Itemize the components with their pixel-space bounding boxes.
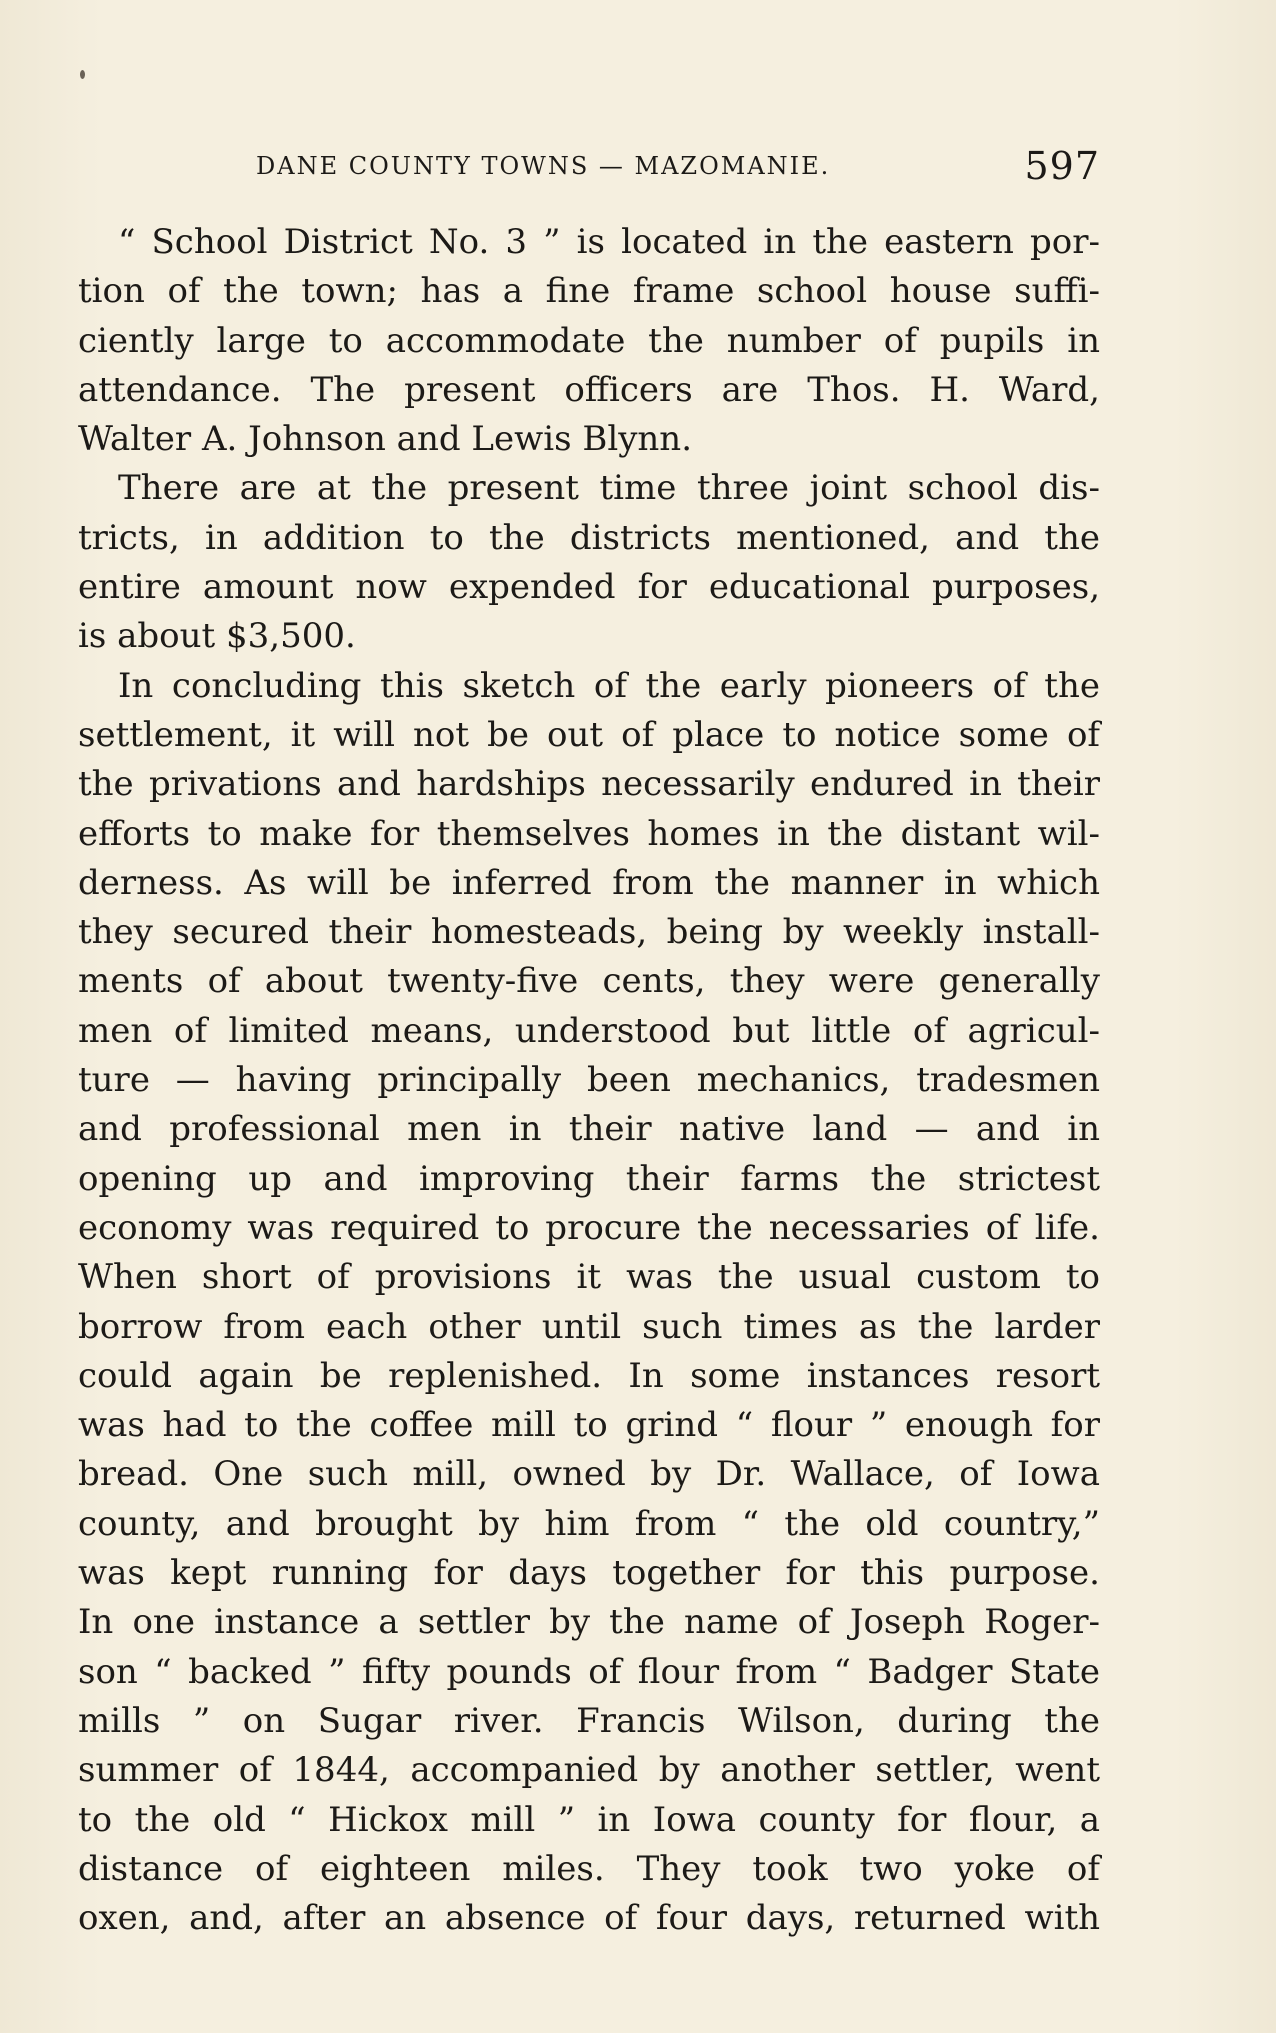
text-line: men of limited means, understood but little of agricul-	[78, 1010, 1100, 1051]
text-line: entire amount now expended for educational purposes,	[78, 567, 1100, 608]
text-line: oxen, and, after an absence of four days, returned with	[78, 1898, 1100, 1939]
text-line: ciently large to accommodate the number of pupils in	[78, 320, 1100, 361]
text-line: borrow from each other until such times as the larder	[78, 1306, 1100, 1347]
text-line: tricts, in addition to the districts mentioned, and the	[78, 517, 1100, 558]
text-line: ments of about twenty-five cents, they were generally	[78, 961, 1100, 1002]
text-line: and professional men in their native land — and in	[78, 1109, 1100, 1150]
text-line: derness. As will be inferred from the manner in which	[78, 862, 1100, 903]
text-line: the privations and hardships necessarily endured in their	[78, 764, 1100, 805]
text-line: ture — having principally been mechanics, tradesmen	[78, 1060, 1100, 1101]
text-line: “ School District No. 3 ” is located in the eastern por-	[118, 222, 1100, 262]
text-line: efforts to make for themselves homes in the distant wil-	[78, 813, 1100, 854]
text-line: distance of eighteen miles. They took two yoke of	[78, 1848, 1100, 1889]
body-text	[78, 218, 1100, 1943]
text-line: tion of the town; has a fine frame school house suffi-	[78, 271, 1100, 312]
text-line: When short of provisions it was the usual custom to	[78, 1257, 1100, 1298]
text-line: In one instance a settler by the name of Joseph Roger-	[78, 1602, 1100, 1643]
text-line: In concluding this sketch of the early pioneers of the	[118, 665, 1100, 706]
running-head: DANE COUNTY TOWNS — MAZOMANIE.	[256, 152, 831, 180]
ink-speck	[80, 70, 85, 79]
text-line: summer of 1844, accompanied by another settler, went	[78, 1750, 1100, 1791]
text-line: son “ backed ” fifty pounds of flour from “ Badger State	[78, 1651, 1100, 1692]
text-line: bread. One such mill, owned by Dr. Wallace, of Iowa	[78, 1454, 1100, 1495]
page-number: 597	[1024, 144, 1100, 188]
text-line: is about $3,500.	[78, 616, 356, 657]
text-line: county, and brought by him from “ the old country,”	[78, 1503, 1100, 1544]
text-line: mills ” on Sugar river. Francis Wilson, during the	[78, 1700, 1100, 1741]
text-line: settlement, it will not be out of place to notice some of	[78, 714, 1100, 755]
text-line: could again be replenished. In some instances resort	[78, 1355, 1100, 1396]
text-line: There are at the present time three joint school dis-	[118, 468, 1100, 509]
text-line: they secured their homesteads, being by weekly install-	[78, 912, 1100, 953]
text-line: opening up and improving their farms the strictest	[78, 1158, 1100, 1199]
text-line: attendance. The present officers are Thos. H. Ward,	[78, 369, 1100, 410]
text-line: was had to the coffee mill to grind “ flour ” enough for	[78, 1405, 1100, 1446]
text-line: was kept running for days together for this purpose.	[78, 1553, 1100, 1594]
text-line: Walter A. Johnson and Lewis Blynn.	[78, 419, 693, 460]
text-line: to the old “ Hickox mill ” in Iowa county for flour, a	[78, 1799, 1100, 1840]
text-line: economy was required to procure the necessaries of life.	[78, 1207, 1100, 1248]
page-header	[78, 144, 1100, 192]
